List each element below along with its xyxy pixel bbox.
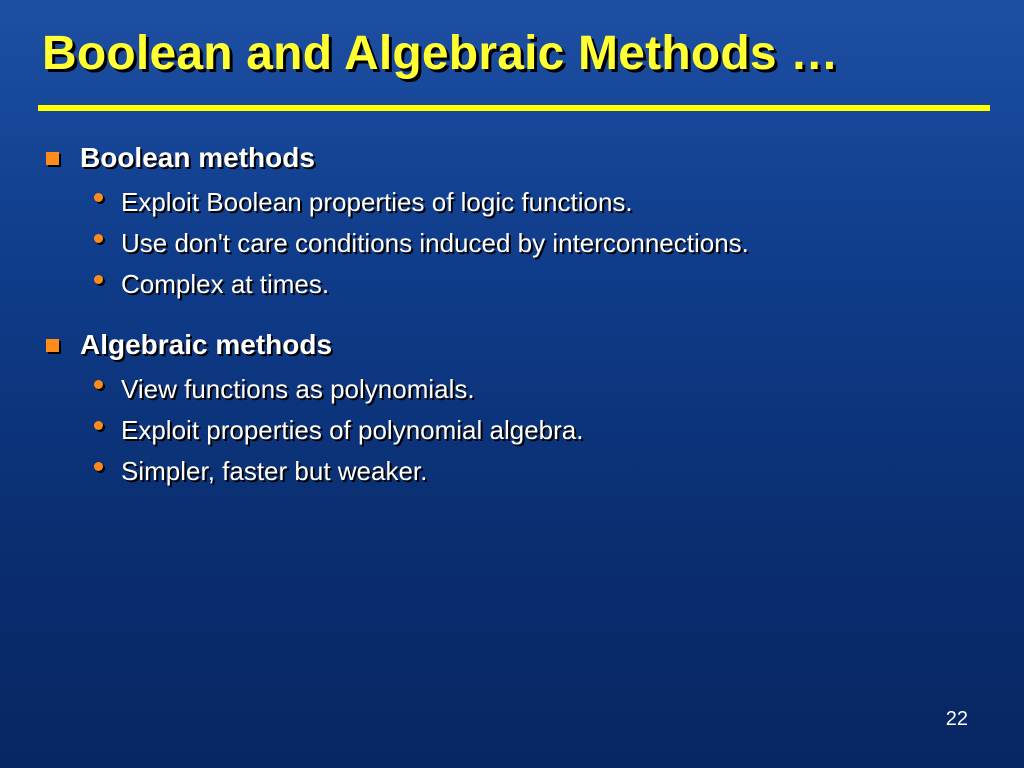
square-bullet-icon: [46, 152, 59, 165]
section-heading: Boolean methods: [80, 142, 315, 173]
round-bullet-icon: [94, 380, 103, 389]
bullet-text: Exploit properties of polynomial algebra.: [121, 415, 584, 445]
round-bullet-icon: [94, 275, 103, 284]
bullet-text: Use don't care conditions induced by interconnections.: [121, 228, 749, 258]
page-number: 22: [945, 708, 968, 730]
level1-bullet-item: [44, 140, 984, 176]
level2-bullet-item: [94, 410, 984, 451]
bullet-text: View functions as polynomials.: [121, 374, 475, 404]
section-boolean-methods: [44, 140, 984, 305]
square-bullet-icon: [46, 339, 59, 352]
level1-bullet-item: [44, 327, 984, 363]
level2-bullet-item: [94, 182, 984, 223]
round-bullet-icon: [94, 421, 103, 430]
slide-content: [44, 140, 984, 514]
bullet-text: Exploit Boolean properties of logic functions.: [121, 187, 633, 217]
sub-bullet-list: [44, 369, 984, 492]
sub-bullet-list: [44, 182, 984, 305]
slide-title: Boolean and Algebraic Methods …: [42, 27, 839, 80]
level2-bullet-item: [94, 369, 984, 410]
title-underline: [38, 105, 990, 111]
round-bullet-icon: [94, 234, 103, 243]
bullet-text: Complex at times.: [121, 269, 330, 299]
level2-bullet-item: [94, 264, 984, 305]
section-heading: Algebraic methods: [80, 329, 333, 360]
round-bullet-icon: [94, 193, 103, 202]
bullet-text: Simpler, faster but weaker.: [121, 456, 428, 486]
level2-bullet-item: [94, 223, 984, 264]
round-bullet-icon: [94, 462, 103, 471]
level2-bullet-item: [94, 451, 984, 492]
section-algebraic-methods: [44, 327, 984, 492]
